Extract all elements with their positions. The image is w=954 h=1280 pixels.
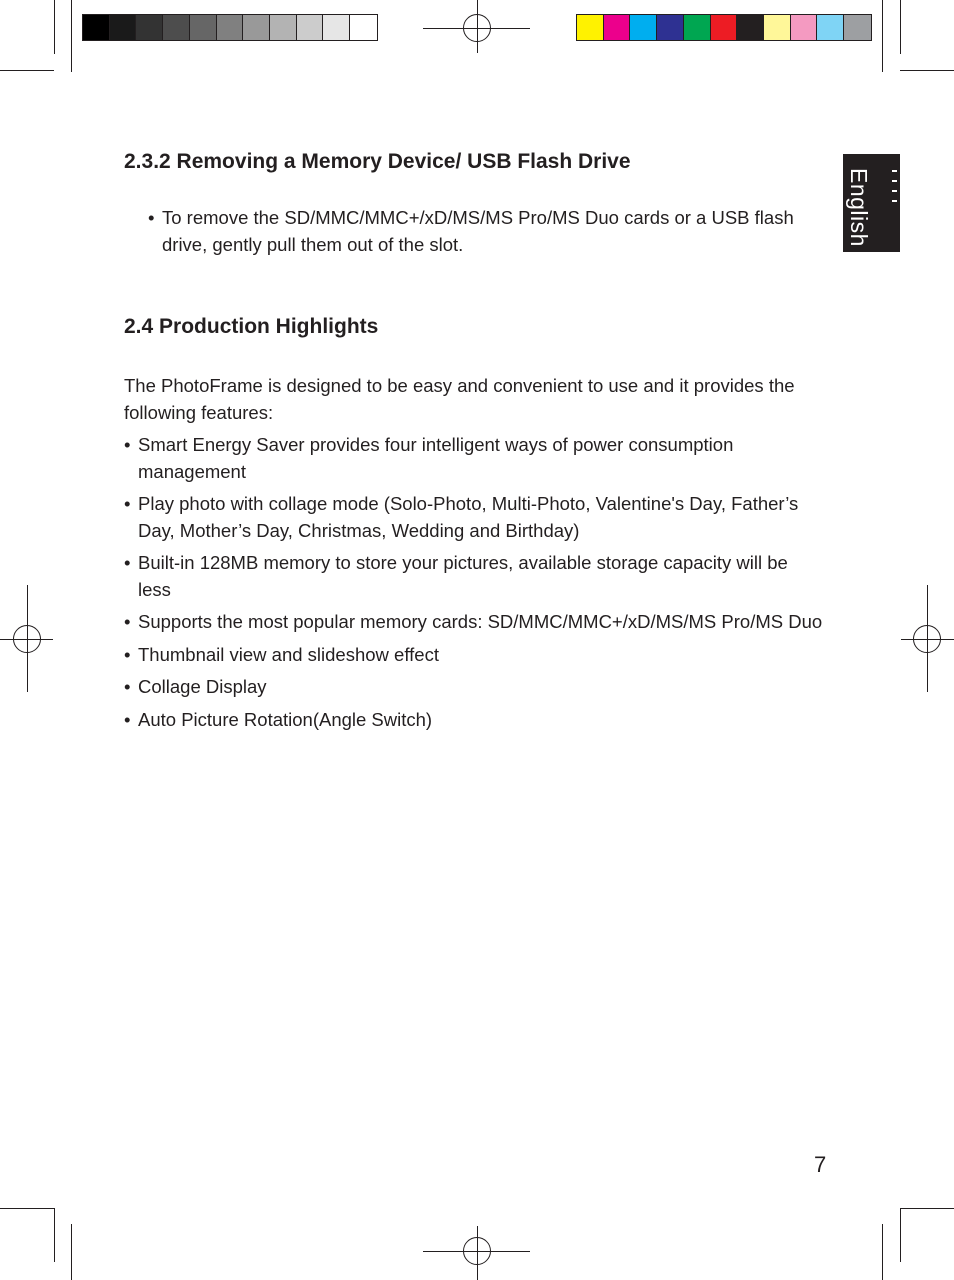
bullet-text: Smart Energy Saver provides four intelligent ways of power consumption management xyxy=(138,434,734,482)
bullet-item xyxy=(124,491,824,544)
section-232-heading: 2.3.2 Removing a Memory Device/ USB Flash Drive xyxy=(124,150,631,173)
bullet-item xyxy=(124,432,824,485)
bullet-dot-icon: • xyxy=(124,643,131,665)
language-tab xyxy=(843,154,900,252)
bullet-dot-icon: • xyxy=(124,676,131,697)
grayscale-color-bar xyxy=(82,14,378,41)
color-swatch xyxy=(737,15,764,40)
bullet-text: Collage Display xyxy=(138,676,267,697)
bullet-dot-icon: • xyxy=(124,611,131,632)
bullet-text: Play photo with collage mode (Solo-Photo, Multi-Photo, Valentine's Day, Father’s Day, Mother’s Day, Christmas, Wedding and Birthday) xyxy=(138,493,799,541)
color-swatch xyxy=(136,15,163,40)
color-swatch xyxy=(217,15,244,40)
bullet-text: Supports the most popular memory cards: SD/MMC/MMC+/xD/MS/MS Pro/MS Duo xyxy=(138,611,823,632)
color-swatch xyxy=(657,15,684,40)
bullet-item xyxy=(148,205,838,258)
color-swatch xyxy=(190,15,217,40)
bullet-item xyxy=(124,609,824,636)
bullet-item xyxy=(124,707,824,734)
bullet-item xyxy=(124,642,824,669)
bullet-item xyxy=(124,674,824,701)
language-tab-marks xyxy=(892,170,898,210)
color-swatch xyxy=(577,15,604,40)
color-swatch xyxy=(163,15,190,40)
color-swatch xyxy=(684,15,711,40)
bullet-dot-icon: • xyxy=(124,708,131,730)
color-swatch xyxy=(764,15,791,40)
bullet-dot-icon: • xyxy=(148,207,155,228)
color-swatch xyxy=(350,15,377,40)
bullet-text: Built-in 128MB memory to store your pictures, available storage capacity will be less xyxy=(138,552,788,600)
bullet-item xyxy=(124,550,824,603)
section-24-bullet-list xyxy=(124,432,824,739)
bullet-dot-icon: • xyxy=(124,493,131,514)
color-swatch xyxy=(83,15,110,40)
color-swatch xyxy=(711,15,738,40)
color-swatch xyxy=(630,15,657,40)
color-swatch xyxy=(243,15,270,40)
color-swatch xyxy=(270,15,297,40)
color-swatch xyxy=(110,15,137,40)
color-swatch xyxy=(791,15,818,40)
color-swatch xyxy=(604,15,631,40)
page-number: 7 xyxy=(814,1152,827,1177)
bullet-text: To remove the SD/MMC/MMC+/xD/MS/MS Pro/MS Duo cards or a USB flash drive, gently pull them out of the slot. xyxy=(162,207,794,255)
bullet-dot-icon: • xyxy=(124,434,131,455)
process-color-bar xyxy=(576,14,872,41)
language-tab-label: English xyxy=(846,168,872,247)
color-swatch xyxy=(844,15,871,40)
bullet-dot-icon: • xyxy=(124,552,131,573)
section-232-bullet-list xyxy=(148,205,838,264)
section-24-intro: The PhotoFrame is designed to be easy and convenient to use and it provides the following features: xyxy=(124,375,795,423)
color-swatch xyxy=(297,15,324,40)
bullet-text: Auto Picture Rotation(Angle Switch) xyxy=(138,708,433,730)
section-24-heading: 2.4 Production Highlights xyxy=(124,315,379,338)
color-swatch xyxy=(323,15,350,40)
bullet-text: Thumbnail view and slideshow effect xyxy=(138,643,439,665)
color-swatch xyxy=(817,15,844,40)
